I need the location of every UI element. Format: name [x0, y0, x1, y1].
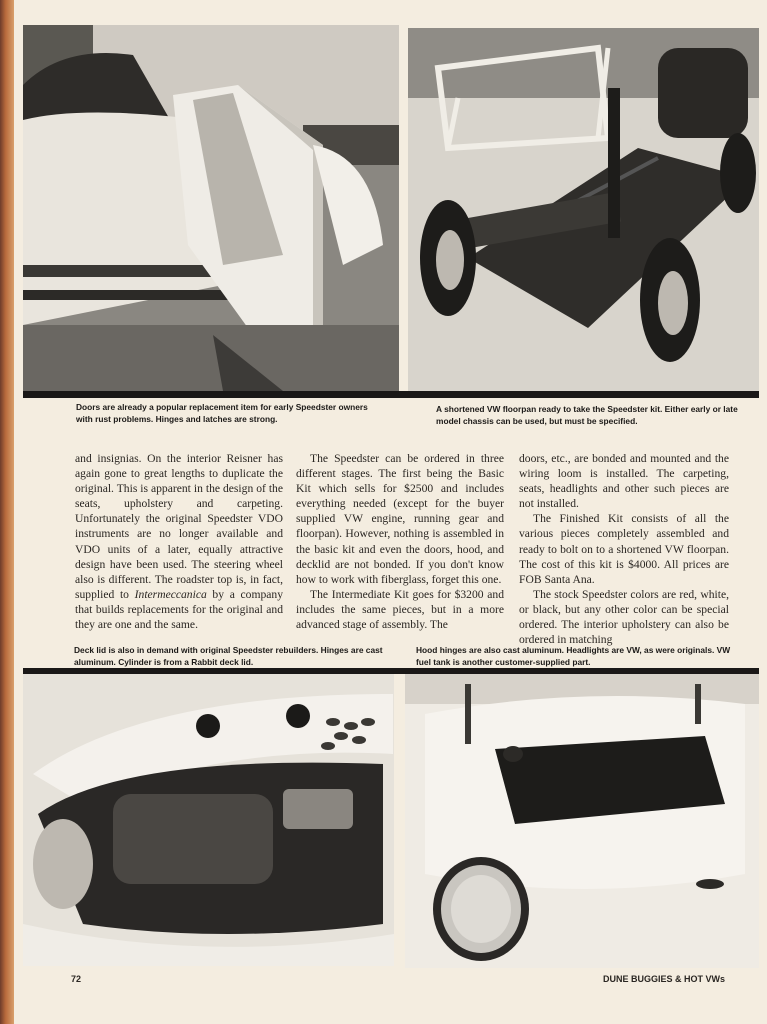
floorpan-illustration	[408, 28, 759, 391]
trunk-illustration	[405, 674, 759, 968]
article-paragraph: The stock Speedster colors are red, white, or black, but any other color can be special ordered. The interior upholstery can also be ordered in matching	[519, 587, 729, 647]
caption-top-right: A shortened VW floorpan ready to take the Speedster kit. Either early or late model chassis can be used, but must be specified.	[436, 404, 738, 426]
photo-front-trunk	[405, 674, 759, 968]
photo-speedster-door	[23, 25, 399, 391]
door-illustration	[23, 25, 399, 391]
photo-vw-floorpan	[408, 28, 759, 391]
caption-top-left: Doors are already a popular replacement item for early Speedster owners with rust problems. Hinges and latches are strong.	[76, 402, 368, 424]
article-column-3	[519, 451, 729, 647]
article-paragraph: The Speedster can be ordered in three different stages. The first being the Basic Kit which sells for $2500 and includes everything needed (except for the buyer supplied VW engine, running gear and floorpan). However, nothing is assembled in the basic kit and even the doors, hood, and decklid are not bonded. If you don't know how to work with fiberglass, forget this one.	[296, 452, 504, 586]
deck-lid-illustration	[23, 674, 394, 966]
magazine-title: DUNE BUGGIES & HOT VWs	[602, 974, 725, 984]
photo-deck-lid	[23, 674, 394, 966]
magazine-spine	[0, 0, 14, 1024]
article-column-2	[296, 451, 504, 632]
top-photo-divider	[23, 391, 759, 398]
article-paragraph: doors, etc., are bonded and mounted and the wiring loom is installed. The carpeting, seats, headlights and other such pieces are not installed.	[519, 452, 729, 511]
article-paragraph: The Intermediate Kit goes for $3200 and includes the same pieces, but in a more advanced stage of assembly. The	[296, 587, 504, 632]
page-number: 72	[71, 974, 82, 984]
magazine-page	[14, 0, 767, 1024]
article-paragraph: and insignias. On the interior Reisner has again gone to great lengths to duplicate the original. This is apparent in the design of the seats, upholstery and carpeting. Unfortunately the original Speedster VDO instruments are no longer available and VDO units of a later, equally attractive design have been used. The steering wheel also is different. The roadster top is, in fact, supplied to Intermeccanica by a company that builds replacements for the original and they are one and the same.	[75, 452, 283, 632]
caption-bottom-left: Deck lid is also in demand with original Speedster rebuilders. Hinges are cast aluminum. Cylinder is from a Rabbit deck lid.	[74, 645, 383, 667]
caption-bottom-right: Hood hinges are also cast aluminum. Headlights are VW, as were originals. VW fuel tank is another customer-supplied part.	[416, 645, 731, 667]
article-column-1	[75, 451, 283, 632]
article-paragraph: The Finished Kit consists of all the various pieces completely assembled and ready to bolt on to a shortened VW floorpan. The cost of this kit is $4000. All prices are FOB Santa Ana.	[519, 512, 729, 586]
